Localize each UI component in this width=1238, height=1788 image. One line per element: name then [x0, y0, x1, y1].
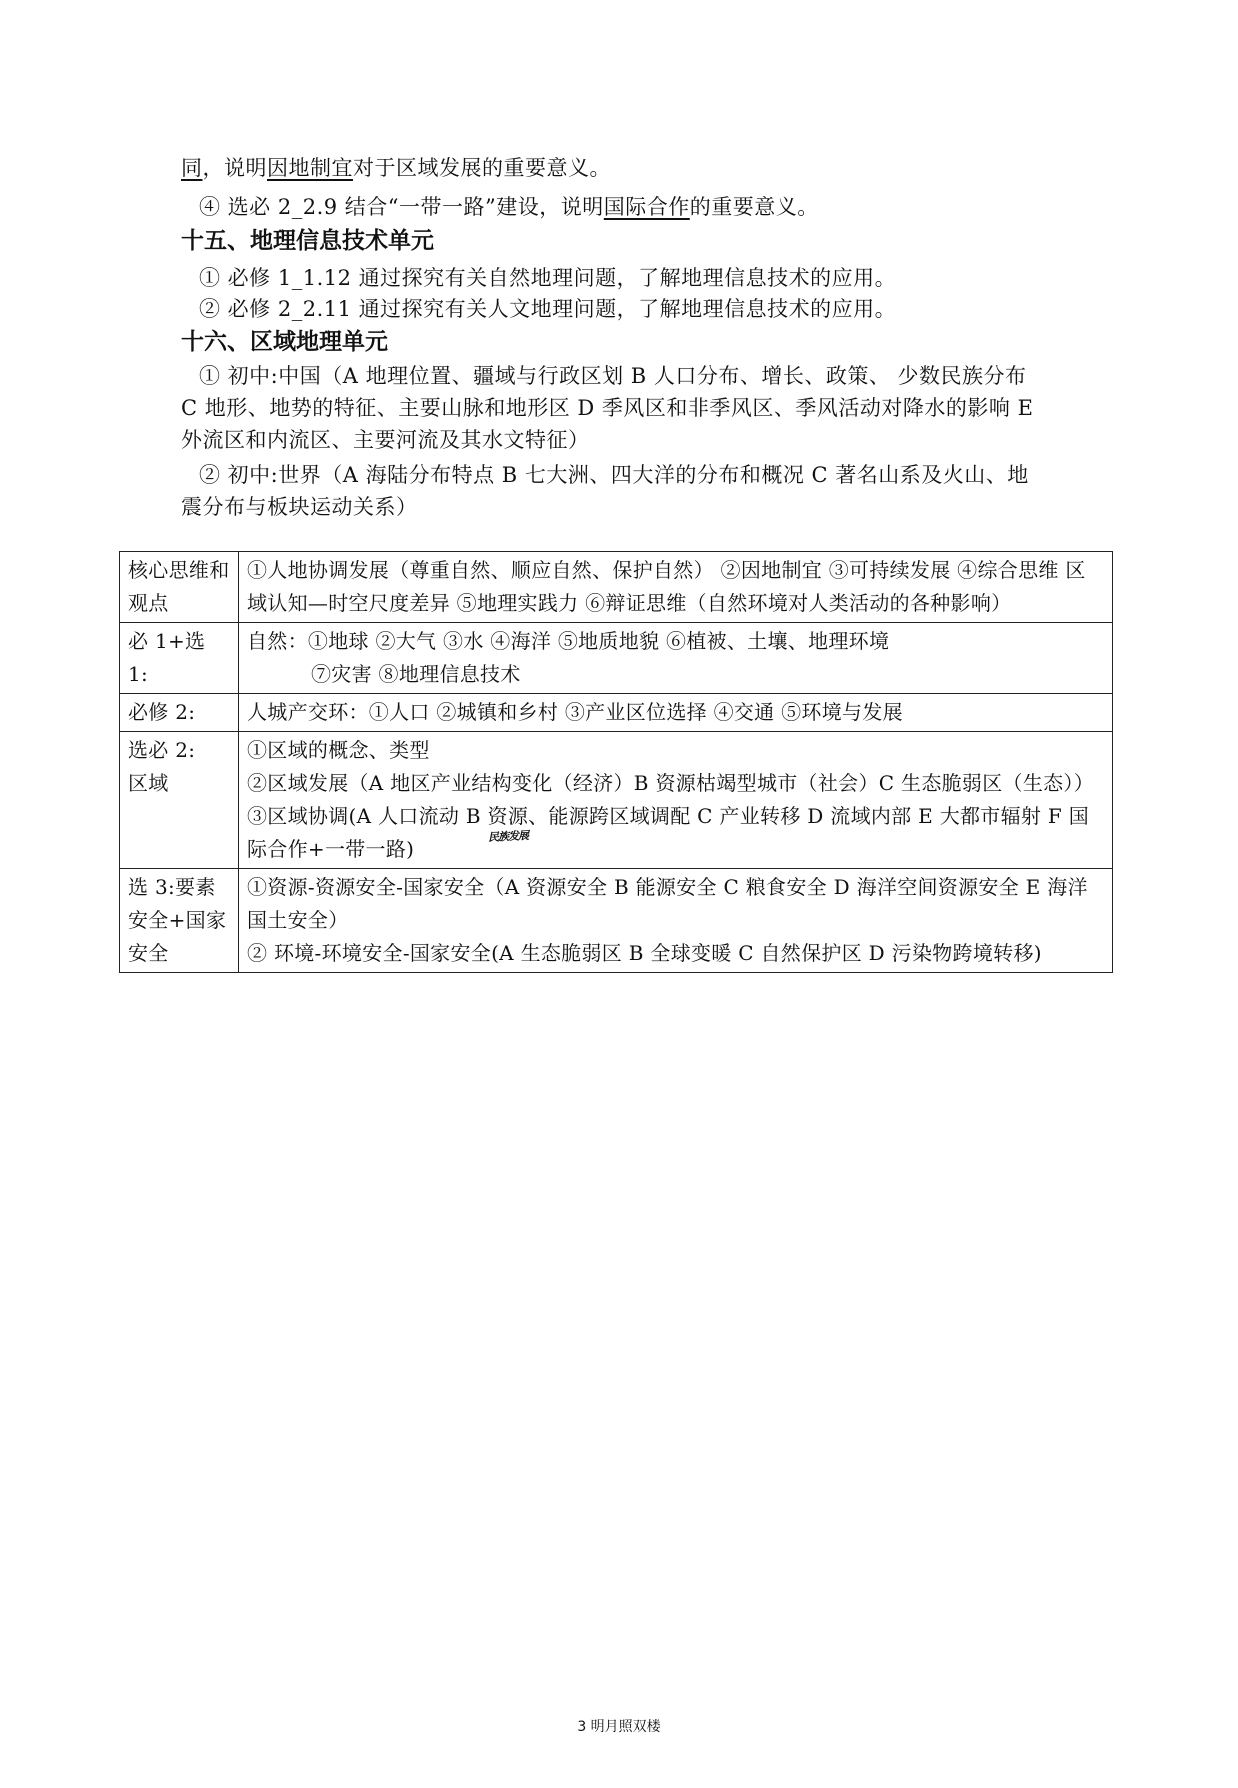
section-15-item-1: ① 必修 1_1.12 通过探究有关自然地理问题，了解地理信息技术的应用。 [199, 266, 897, 290]
section-16-heading: 十六、区域地理单元 [181, 329, 388, 355]
row-label [120, 732, 239, 869]
section-15-item-2: ② 必修 2_2.11 通过探究有关人文地理问题，了解地理信息技术的应用。 [199, 297, 897, 321]
text-span: 对于区域发展的重要意义。 [353, 156, 611, 180]
label-line: 选必 2: [128, 738, 196, 762]
row-content: 人城产交环：①人口 ②城镇和乡村 ③产业区位选择 ④交通 ⑤环境与发展 [239, 694, 1113, 732]
row-content [239, 732, 1113, 869]
table-row [120, 732, 1113, 869]
underlined-text: 同 [181, 156, 203, 180]
content-line: ③区域协调(A 人口流动 B 资源、能源跨区域调配 C 产业转移 D 流域内部 E 大都市辐射 F 国际合作+一带一路) [247, 804, 1089, 861]
table-row [120, 694, 1113, 732]
text-span: 的重要意义。 [689, 195, 819, 219]
content-line: ② 环境-环境安全-国家安全(A 生态脆弱区 B 全球变暖 C 自然保护区 D 污染物跨境转移) [247, 941, 1042, 965]
section-16-item-1-line-1: ① 初中:中国（A 地理位置、疆域与行政区划 B 人口分布、增长、政策、 少数民族分布 [199, 364, 1027, 388]
intro-line-2 [199, 192, 819, 222]
content-line: ⑦灾害 ⑧地理信息技术 [311, 662, 521, 686]
content-line: ②区域发展（A 地区产业结构变化（经济）B 资源枯竭型城市（社会）C 生态脆弱区（生态）） [247, 771, 1095, 795]
section-16-item-2-line-2: 震分布与板块运动关系） [181, 495, 418, 519]
handwritten-annotation: 民族发展 [487, 828, 529, 845]
table-row [120, 552, 1113, 623]
content-line: ①区域的概念、类型 [247, 738, 430, 762]
underlined-text: 因地制宜 [267, 156, 353, 180]
content-line: 自然：①地球 ②大气 ③水 ④海洋 ⑤地质地貌 ⑥植被、土壤、地理环境 [247, 629, 890, 653]
row-label: 核心思维和观点 [120, 552, 239, 623]
table-row [120, 623, 1113, 694]
row-content [239, 623, 1113, 694]
row-content [239, 869, 1113, 973]
content-line: ①资源-资源安全-国家安全（A 资源安全 B 能源安全 C 粮食安全 D 海洋空间资源安全 E 海洋国土安全） [247, 875, 1088, 932]
section-15-heading: 十五、地理信息技术单元 [181, 228, 434, 254]
intro-line-1 [181, 153, 611, 183]
section-16-item-1-line-2: C 地形、地势的特征、主要山脉和地形区 D 季风区和非季风区、季风活动对降水的影响 E [181, 396, 1034, 420]
row-content: ①人地协调发展（尊重自然、顺应自然、保护自然） ②因地制宜 ③可持续发展 ④综合思维 区域认知—时空尺度差异 ⑤地理实践力 ⑥辩证思维（自然环境对人类活动的各种影响） [239, 552, 1113, 623]
row-label: 必修 2: [120, 694, 239, 732]
row-label: 必 1+选 1: [120, 623, 239, 694]
page-footer: 3 明月照双楼 [577, 1719, 661, 1735]
section-16-item-1-line-3: 外流区和内流区、主要河流及其水文特征） [181, 428, 590, 452]
summary-table [119, 551, 1113, 973]
table-row [120, 869, 1113, 973]
text-span: ④ 选必 2_2.9 结合“一带一路”建设，说明 [199, 195, 604, 219]
row-label: 选 3:要素安全+国家安全 [120, 869, 239, 973]
underlined-text: 国际合作 [603, 195, 690, 219]
label-line: 区域 [128, 771, 169, 795]
text-span: ，说明 [202, 156, 267, 180]
section-16-item-2-line-1: ② 初中:世界（A 海陆分布特点 B 七大洲、四大洋的分布和概况 C 著名山系及火山、地 [199, 463, 1029, 487]
